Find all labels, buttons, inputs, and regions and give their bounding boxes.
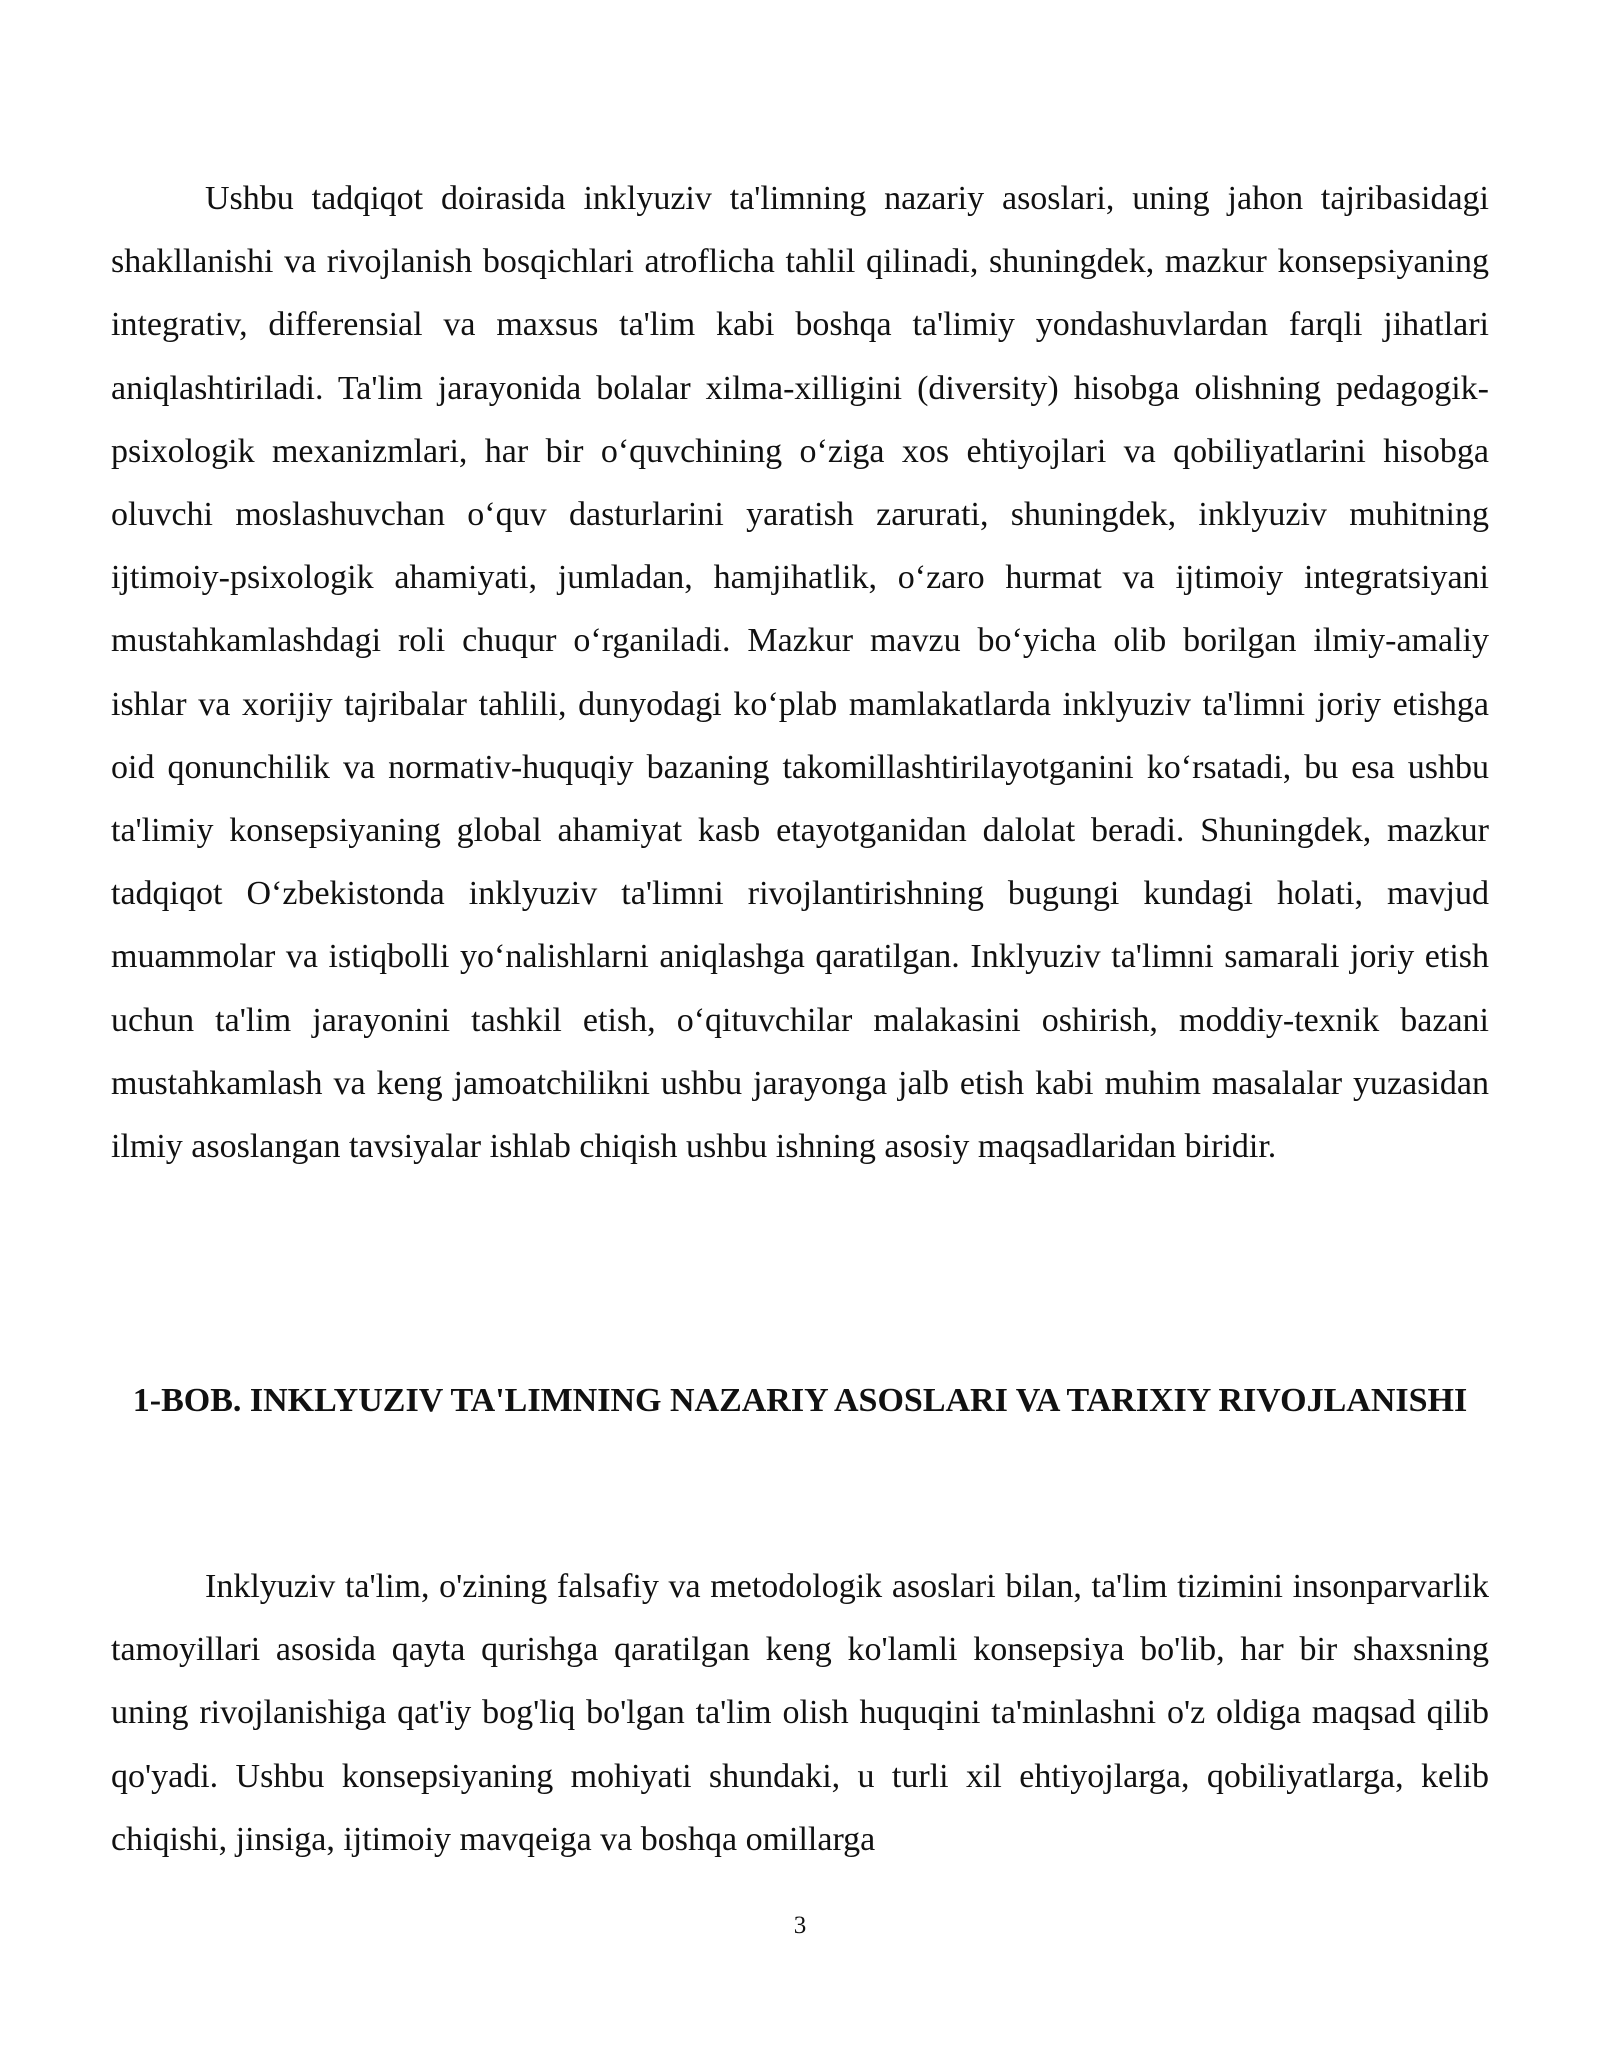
body-paragraph-chapter-start: Inklyuziv ta'lim, o'zining falsafiy va metodologik asoslari bilan, ta'lim tizimini insonparvarlik tamoyillari asosida qayta qurishga qaratilgan keng ko'lamli konsepsiya bo'lib, har bir shaxsning uning rivojlanishiga qat'iy bog'liq bo'lgan ta'lim olish huquqini ta'minlashni o'z oldiga maqsad qilib qo'yadi. Ushbu konsepsiyaning mohiyati shundaki, u turli xil ehtiyojlarga, qobiliyatlarga, kelib chiqishi, jinsiga, ijtimoiy mavqeiga va boshqa omillarga: [111, 1568, 1489, 1858]
chapter-heading: 1-BOB. INKLYUZIV TA'LIMNING NAZARIY ASOSLARI VA TARIXIY RIVOJLANISHI: [132, 1382, 1468, 1419]
page-number: 3: [793, 1912, 807, 1939]
body-paragraph-intro: Ushbu tadqiqot doirasida inklyuziv ta'limning nazariy asoslari, uning jahon tajribasidagi shakllanishi va rivojlanish bosqichlari atroflicha tahlil qilinadi, shuningdek, mazkur konsepsiyaning integrativ, differensial va maxsus ta'lim kabi boshqa ta'limiy yondashuvlardan farqli jihatlari aniqlashtiriladi. Ta'lim jarayonida bolalar xilma-xilligini (diversity) hisobga olishning pedagogik-psixologik mexanizmlari, har bir oʻquvchining oʻziga xos ehtiyojlari va qobiliyatlarini hisobga oluvchi moslashuvchan oʻquv dasturlarini yaratish zarurati, shuningdek, inklyuziv muhitning ijtimoiy-psixologik ahamiyati, jumladan, hamjihatlik, oʻzaro hurmat va ijtimoiy integratsiyani mustahkamlashdagi roli chuqur oʻrganiladi. Mazkur mavzu boʻyicha olib borilgan ilmiy-amaliy ishlar va xorijiy tajribalar tahlili, dunyodagi koʻplab mamlakatlarda inklyuziv ta'limni joriy etishga oid qonunchilik va normativ-huquqiy bazaning takomillashtirilayotganini koʻrsatadi, bu esa ushbu ta'limiy konsepsiyaning global ahamiyat kasb etayotganidan dalolat beradi. Shuningdek, mazkur tadqiqot Oʻzbekistonda inklyuziv ta'limni rivojlantirishning bugungi kundagi holati, mavjud muammolar va istiqbolli yoʻnalishlarni aniqlashga qaratilgan. Inklyuziv ta'limni samarali joriy etish uchun ta'lim jarayonini tashkil etish, oʻqituvchilar malakasini oshirish, moddiy-texnik bazani mustahkamlash va keng jamoatchilikni ushbu jarayonga jalb etish kabi muhim masalalar yuzasidan ilmiy asoslangan tavsiyalar ishlab chiqish ushbu ishning asosiy maqsadlaridan biridir.: [111, 180, 1489, 1166]
